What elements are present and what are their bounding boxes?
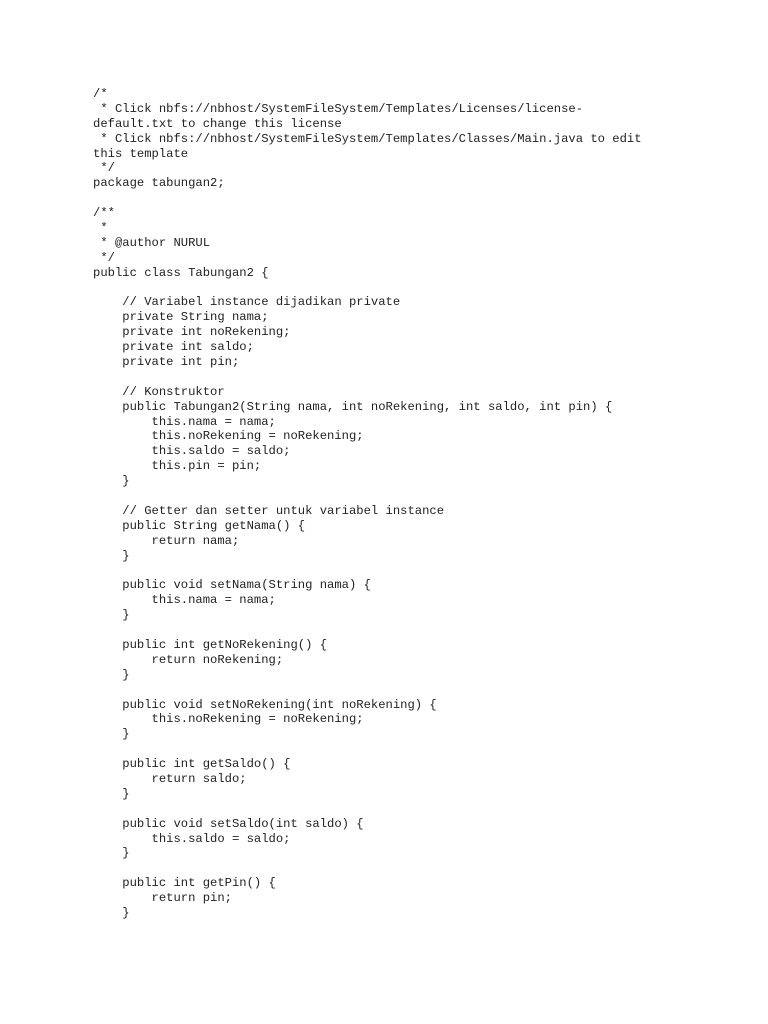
code-line: this.saldo = saldo; [93,444,291,459]
code-line: public int getPin() { [93,876,276,891]
code-line: public int getNoRekening() { [93,637,328,652]
code-line: private int pin; [93,355,240,370]
code-line: */ [93,250,115,265]
code-line: * Click nbfs://nbhost/SystemFileSystem/Templates/Licenses/license- [93,101,584,116]
code-line: package tabungan2; [93,176,225,191]
code-line: /* [93,87,108,101]
code-line: } [93,548,130,563]
code-line: } [93,608,130,623]
code-line: public void setNoRekening(int noRekening) { [93,697,437,712]
code-line: */ [93,161,115,176]
code-line: public int getSaldo() { [93,757,291,772]
code-line: // Konstruktor [93,384,225,399]
code-line [93,281,642,296]
code-line: } [93,905,130,920]
code-line: // Getter dan setter untuk variabel instance [93,503,445,518]
code-line [93,683,642,698]
code-line: return noRekening; [93,652,284,667]
code-line: public String getNama() { [93,518,306,533]
code-line [93,802,642,817]
code-line: } [93,474,130,489]
code-line [93,861,642,876]
code-line: private int saldo; [93,340,254,355]
code-line: this.nama = nama; [93,593,276,608]
code-line: // Variabel instance dijadikan private [93,295,401,310]
code-line: public Tabungan2(String nama, int noRekening, int saldo, int pin) { [93,399,613,414]
code-line: * @author NURUL [93,235,211,250]
code-line: this.nama = nama; [93,414,276,429]
code-line: return pin; [93,891,232,906]
code-line: public class Tabungan2 { [93,265,269,280]
code-line: public void setSaldo(int saldo) { [93,816,364,831]
code-listing [93,87,642,921]
code-line: this.noRekening = noRekening; [93,429,364,444]
code-line: } [93,846,130,861]
code-line: } [93,786,130,801]
code-line [93,564,642,579]
code-line: /** [93,206,115,221]
code-line [93,489,642,504]
code-line: return saldo; [93,771,247,786]
code-line: this.pin = pin; [93,459,262,474]
code-line [93,623,642,638]
code-line: this.noRekening = noRekening; [93,712,364,727]
code-line: private String nama; [93,310,269,325]
code-line: default.txt to change this license [93,116,342,131]
code-line: } [93,667,130,682]
code-line: * Click nbfs://nbhost/SystemFileSystem/Templates/Classes/Main.java to edit [93,131,642,146]
code-line: private int noRekening; [93,325,291,340]
code-line [93,742,642,757]
code-line: this template [93,146,189,161]
code-line: * [93,221,108,236]
code-line: public void setNama(String nama) { [93,578,371,593]
code-line: return nama; [93,533,240,548]
code-line: } [93,727,130,742]
code-line: this.saldo = saldo; [93,831,291,846]
code-line [93,370,642,385]
code-line [93,191,642,206]
